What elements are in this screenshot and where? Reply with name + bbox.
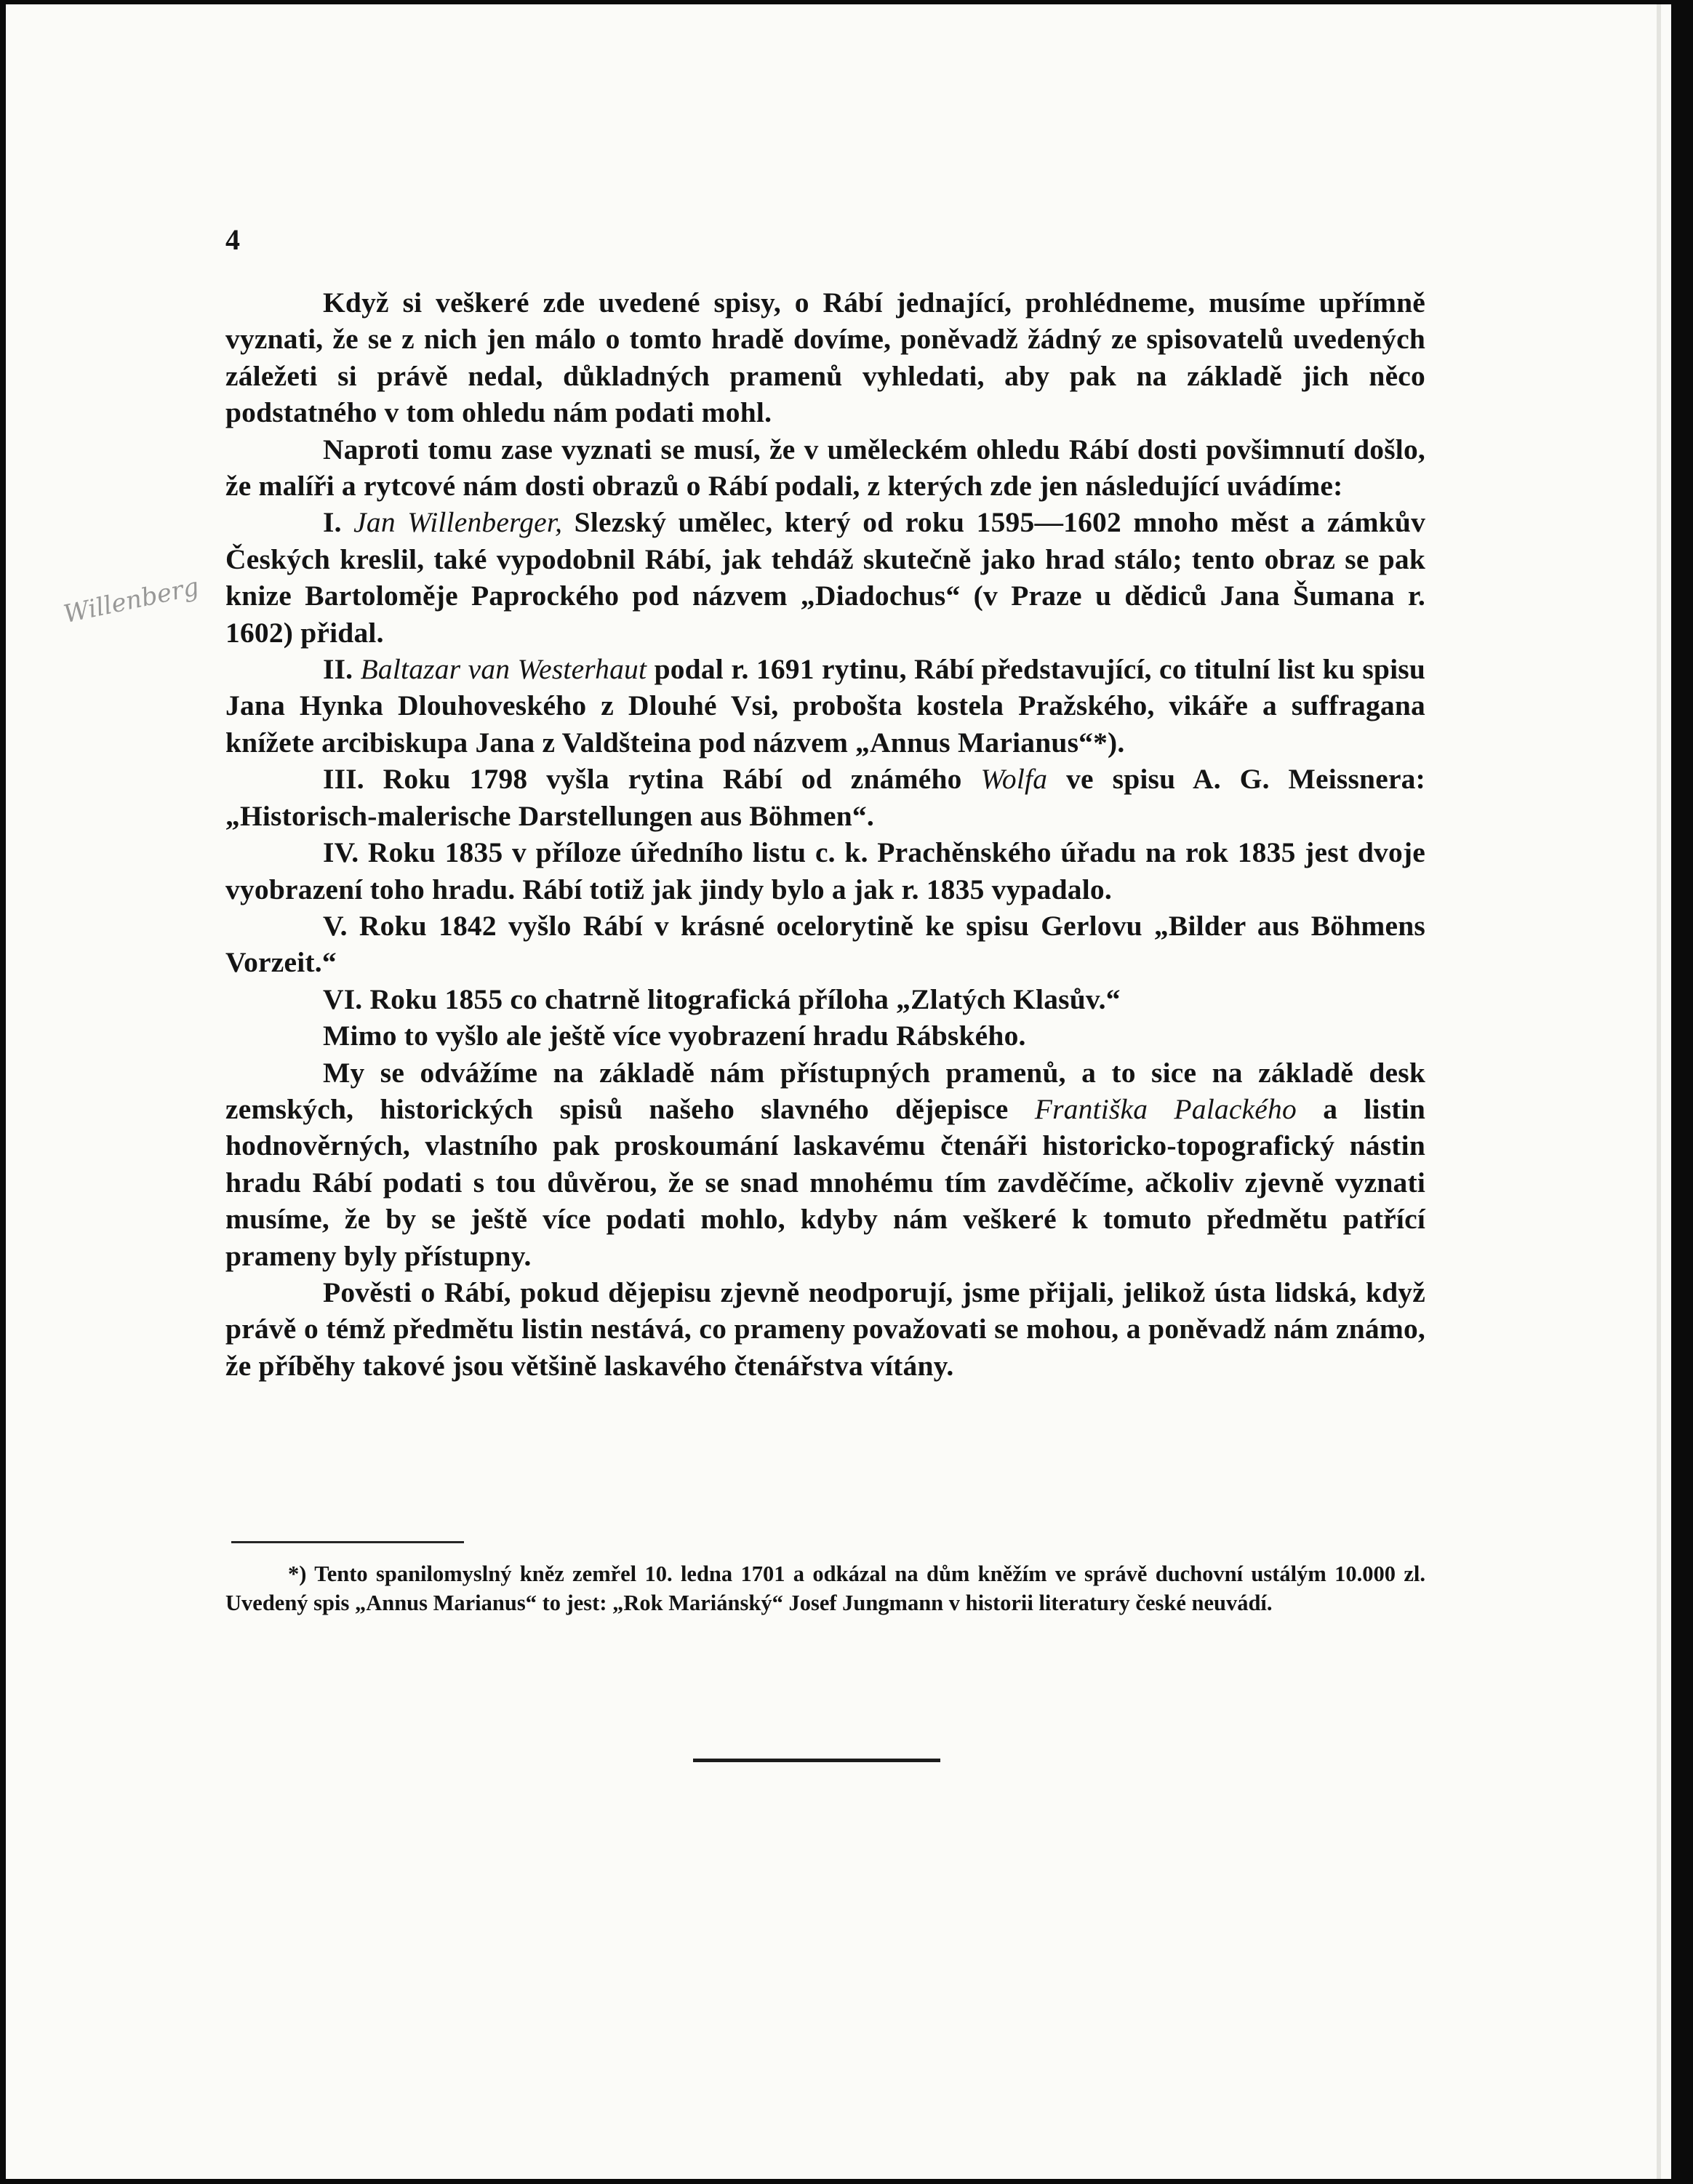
list-item (225, 761, 1425, 834)
list-item (225, 651, 1425, 761)
paragraph: Naproti tomu zase vyznati se musí, že v uměleckém ohledu Rábí dosti povšimnutí došlo, že malíři a rytcové nám dosti obrazů o Rábí podali, z kterých zde jen následující uvádíme: (225, 433, 1425, 503)
item-text: podal r. 1691 rytinu, Rábí představující, co titulní list ku spisu Jana Hynka Dlouhoveského z Dlouhé Vsi, probošta kostela Pražského, vikáře a suffragana knížete arcibiskupa Jana z Valdšteina pod názvem „Annus Marianus“*). (225, 653, 1426, 759)
historian-name: Františka Palackého (1034, 1092, 1297, 1125)
body-text (225, 284, 1425, 1384)
item-text: ve spisu A. G. Meissnera: „Historisch-malerische Darstellungen aus Böhmen“. (225, 763, 1425, 832)
artist-name: Wolfa (980, 763, 1048, 796)
item-number: II. (323, 653, 353, 686)
paragraph-closing: Pověsti o Rábí, pokud dějepisu zjevně neodporují, jsme přijali, jelikož ústa lidská, když právě o témž předmětu listin nestává, co prameny považovati se mohou, a poněvadž nám známo, že příběhy takové jsou většině laskavého čtenářstva vítány. (225, 1276, 1425, 1382)
end-divider (693, 1759, 940, 1762)
list-item: V. Roku 1842 vyšlo Rábí v krásné ocelorytině ke spisu Gerlovu „Bilder aus Böhmens Vorzeit.“ (225, 909, 1425, 979)
page-edge-shadow (1657, 4, 1661, 2179)
list-item (225, 504, 1425, 651)
footnote-divider (231, 1541, 464, 1543)
paragraph-sources (225, 1055, 1425, 1274)
list-item: IV. Roku 1835 v příloze úředního listu c. k. Prachěnského úřadu na rok 1835 jest dvoje vyobrazení toho hradu. Rábí totiž jak jindy bylo a jak r. 1835 vypadalo. (225, 836, 1425, 905)
page-number: 4 (225, 223, 240, 256)
handwritten-margin-note: Willenberg (60, 572, 202, 630)
item-lead: III. Roku 1798 vyšla rytina Rábí od známého (323, 763, 962, 796)
sources-text-before: My se odvážíme na základě nám přístupných pramenů, a to sice na základě desk zemských, historických spisů našeho slavného dějepisce (225, 1056, 1425, 1125)
sources-text-after: a listin hodnověrných, vlastního pak proskoumání laskavému čtenáři historicko-topografický nástin hradu Rábí podati s tou důvěrou, že se snad mnohému tím zavděčíme, ačkoliv zjevně vyznati musíme, že by se ještě více podati mohlo, kdyby nám veškeré k tomuto předmětu patřící prameny byly přístupny. (225, 1092, 1425, 1272)
footnote-text: *) Tento spanilomyslný kněz zemřel 10. ledna 1701 a odkázal na dům kněžím ve správě duchovní ustálým 10.000 zl. Uvedený spis „Annus Marianus“ to jest: „Rok Mariánský“ Josef Jungmann v historii literatury české neuvádí. (225, 1561, 1425, 1615)
artist-name: Baltazar van Westerhaut (360, 653, 647, 686)
item-number: I. (323, 506, 342, 539)
scanned-page (6, 4, 1671, 2179)
paragraph: Mimo to vyšlo ale ještě více vyobrazení hradu Rábského. (323, 1020, 1026, 1052)
artist-name: Jan Willenberger, (353, 506, 563, 539)
paragraph: Když si veškeré zde uvedené spisy, o Rábí jednající, prohlédneme, musíme upřímně vyznati, že se z nich jen málo o tomto hradě dovíme, poněvadž žádný ze spisovatelů uvedených záležeti si právě nedal, důkladných pramenů vyhledati, aby pak na základě jich něco podstatného v tom ohledu nám podati mohl. (225, 287, 1425, 429)
item-text: Slezský umělec, který od roku 1595—1602 mnoho měst a zámkův Českých kreslil, také vypodobnil Rábí, jak tehdáž skutečně jako hrad stálo; tento obraz se pak knize Bartoloměje Paprockého pod názvem „Diadochus“ (v Praze u dědiců Jana Šumana r. 1602) přidal. (225, 506, 1426, 649)
footnote (225, 1559, 1425, 1617)
list-item: VI. Roku 1855 co chatrně litografická příloha „Zlatých Klasův.“ (323, 983, 1121, 1015)
